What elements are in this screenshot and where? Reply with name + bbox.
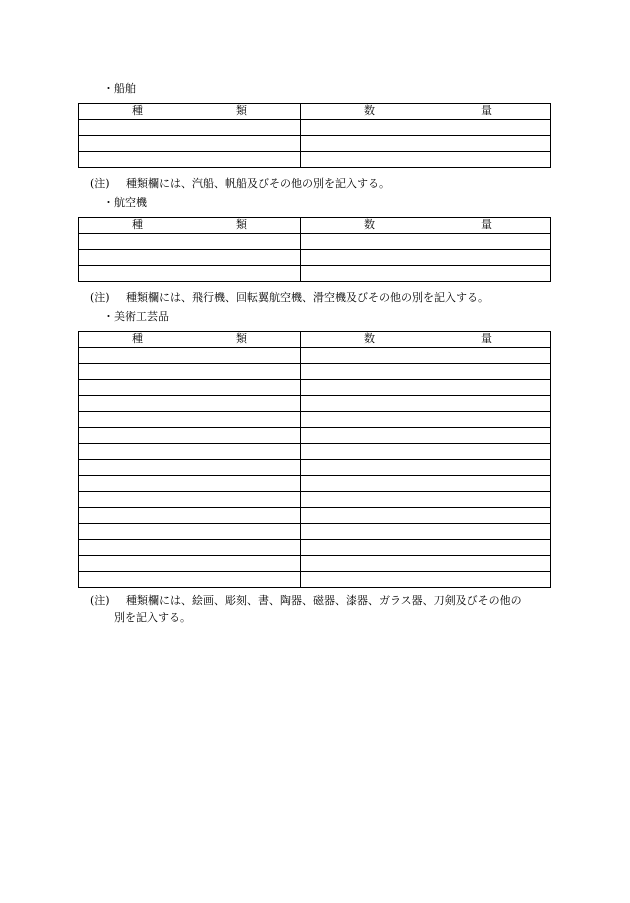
quantity-cell[interactable] (301, 364, 551, 380)
type-cell[interactable] (79, 540, 301, 556)
type-cell[interactable] (79, 492, 301, 508)
quantity-cell[interactable] (301, 444, 551, 460)
quantity-cell[interactable] (301, 460, 551, 476)
type-cell[interactable] (79, 396, 301, 412)
type-cell[interactable] (79, 412, 301, 428)
table-row (79, 412, 551, 428)
table-row (79, 492, 551, 508)
quantity-cell[interactable] (301, 428, 551, 444)
note-text: 種類欄には、飛行機、回転翼航空機、滑空機及びその他の別を記入する。 (126, 291, 489, 304)
note-tag: (注) (90, 291, 110, 304)
section-heading-artworks: ・美術工芸品 (103, 310, 169, 323)
type-header-char-1: 種 (132, 218, 143, 231)
type-cell[interactable] (79, 136, 301, 152)
artworks-table (78, 331, 551, 588)
table-row (79, 364, 551, 380)
quantity-cell[interactable] (301, 572, 551, 588)
type-cell[interactable] (79, 428, 301, 444)
quantity-cell[interactable] (301, 524, 551, 540)
note-text-continued: 別を記入する。 (114, 611, 191, 624)
type-cell[interactable] (79, 364, 301, 380)
section-heading-ships: ・船舶 (103, 82, 136, 95)
table-row (79, 136, 551, 152)
table-row (79, 428, 551, 444)
note-tag: (注) (90, 594, 110, 607)
table-row (79, 524, 551, 540)
quantity-cell[interactable] (301, 380, 551, 396)
quantity-header-char-2: 量 (481, 332, 492, 345)
quantity-cell[interactable] (301, 556, 551, 572)
type-cell[interactable] (79, 524, 301, 540)
type-header-char-2: 類 (236, 218, 247, 231)
table-row (79, 250, 551, 266)
ships-table (78, 103, 551, 168)
type-cell[interactable] (79, 266, 301, 282)
aircraft-table-body (79, 234, 551, 282)
table-row (79, 152, 551, 168)
aircraft-table (78, 217, 551, 282)
quantity-header-char-1: 数 (364, 218, 375, 231)
aircraft-note (90, 289, 489, 306)
quantity-cell[interactable] (301, 234, 551, 250)
table-row (79, 572, 551, 588)
type-header-char-2: 類 (236, 104, 247, 117)
table-header-row (79, 104, 551, 120)
table-row (79, 266, 551, 282)
table-row (79, 540, 551, 556)
quantity-header-char-2: 量 (481, 104, 492, 117)
table-row (79, 120, 551, 136)
quantity-column-header (301, 218, 551, 234)
note-tag: (注) (90, 177, 110, 190)
quantity-cell[interactable] (301, 120, 551, 136)
quantity-cell[interactable] (301, 250, 551, 266)
quantity-header-char-2: 量 (481, 218, 492, 231)
table-row (79, 234, 551, 250)
artworks-table-body (79, 348, 551, 588)
type-cell[interactable] (79, 120, 301, 136)
type-cell[interactable] (79, 348, 301, 364)
table-row (79, 508, 551, 524)
table-row (79, 556, 551, 572)
quantity-cell[interactable] (301, 540, 551, 556)
ships-table-body (79, 120, 551, 168)
artworks-note (90, 592, 522, 626)
note-text: 種類欄には、絵画、彫刻、書、陶器、磁器、漆器、ガラス器、刀剣及びその他の (126, 594, 522, 607)
note-text: 種類欄には、汽船、帆船及びその他の別を記入する。 (126, 177, 390, 190)
type-header-char-2: 類 (236, 332, 247, 345)
table-row (79, 444, 551, 460)
table-row (79, 476, 551, 492)
quantity-cell[interactable] (301, 508, 551, 524)
type-header-char-1: 種 (132, 104, 143, 117)
quantity-cell[interactable] (301, 396, 551, 412)
type-cell[interactable] (79, 508, 301, 524)
quantity-column-header (301, 332, 551, 348)
type-cell[interactable] (79, 556, 301, 572)
type-header-char-1: 種 (132, 332, 143, 345)
quantity-cell[interactable] (301, 476, 551, 492)
quantity-column-header (301, 104, 551, 120)
section-heading-aircraft: ・航空機 (103, 196, 147, 209)
quantity-cell[interactable] (301, 412, 551, 428)
quantity-cell[interactable] (301, 152, 551, 168)
table-row (79, 460, 551, 476)
type-column-header (79, 218, 301, 234)
type-cell[interactable] (79, 460, 301, 476)
type-cell[interactable] (79, 444, 301, 460)
table-row (79, 396, 551, 412)
type-column-header (79, 104, 301, 120)
type-cell[interactable] (79, 572, 301, 588)
quantity-header-char-1: 数 (364, 104, 375, 117)
type-cell[interactable] (79, 380, 301, 396)
quantity-header-char-1: 数 (364, 332, 375, 345)
type-cell[interactable] (79, 234, 301, 250)
type-cell[interactable] (79, 476, 301, 492)
type-cell[interactable] (79, 250, 301, 266)
quantity-cell[interactable] (301, 136, 551, 152)
quantity-cell[interactable] (301, 492, 551, 508)
table-header-row (79, 218, 551, 234)
quantity-cell[interactable] (301, 348, 551, 364)
type-column-header (79, 332, 301, 348)
type-cell[interactable] (79, 152, 301, 168)
quantity-cell[interactable] (301, 266, 551, 282)
ships-note (90, 175, 390, 192)
table-header-row (79, 332, 551, 348)
table-row (79, 348, 551, 364)
table-row (79, 380, 551, 396)
